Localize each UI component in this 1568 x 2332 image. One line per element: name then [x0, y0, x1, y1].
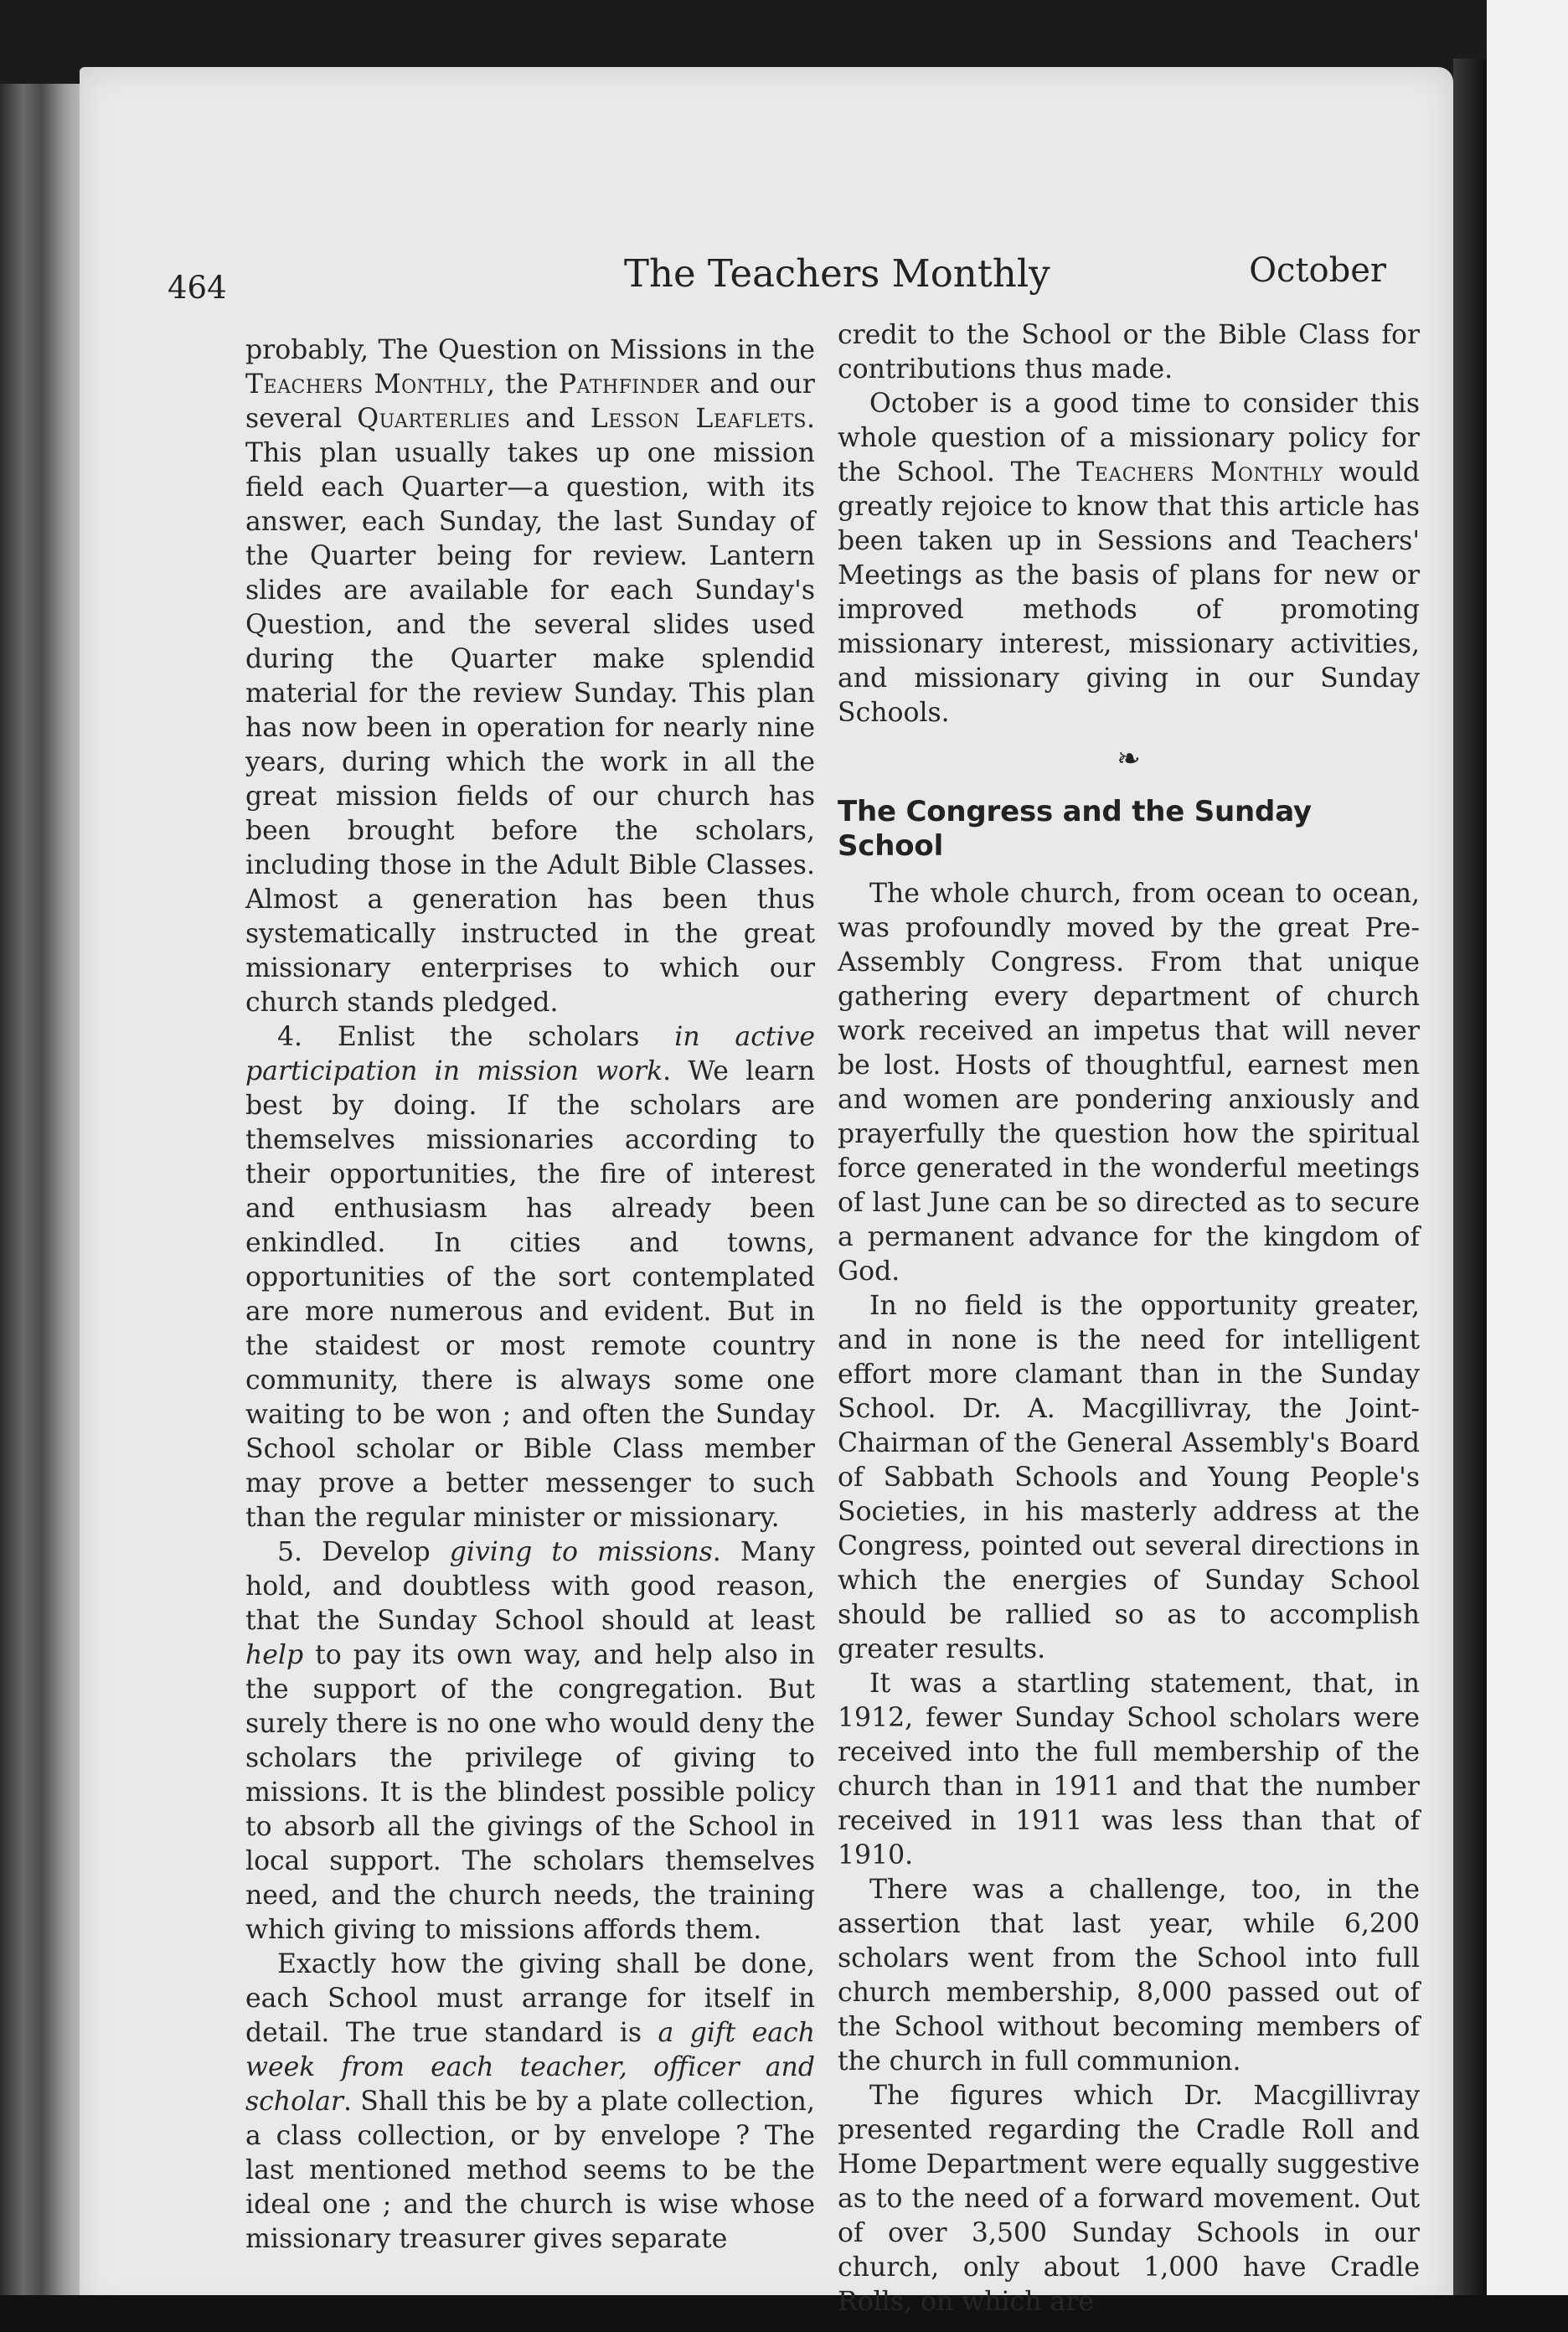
page-number: 464	[168, 270, 227, 306]
header-month: October	[1249, 251, 1386, 290]
book-spine	[0, 84, 92, 2312]
right-column	[838, 318, 1420, 2319]
running-header	[168, 251, 1386, 306]
paragraph: It was a startling statement, that, in 1912, fewer Sunday School scholars were received into the full membership of the church than in 1911 and that the number received in 1911 was less than that of 1910.	[838, 1669, 1420, 1870]
paragraph: October is a good time to consider this whole question of a missionary policy for the School. The Teachers Monthly would greatly rejoice to know that this article has been taken up in Sessions and Teachers' Meetings as the basis of plans for new or improved methods of promoting missionary interest, missionary activities, and missionary giving in our Sunday Schools.	[838, 389, 1421, 728]
paragraph: The whole church, from ocean to ocean, was profoundly moved by the great Pre-Assembly Congress. From that unique gathering every department of church work received an impetus that will never be lost. Hosts of thoughtful, earnest men and women are pondering anxiously and prayerfully the question how the spiritual force generated in the wonderful meetings of last June can be so directed as to secure a permanent advance for the kingdom of God.	[838, 879, 1420, 1287]
leaf-ornament-icon: ❧	[1117, 742, 1141, 776]
paragraph: There was a challenge, too, in the assertion that last year, while 6,200 scholars went from the School into full church membership, 8,000 passed out of the School without becoming members of the church in full communion.	[838, 1875, 1420, 2077]
paragraph: The figures which Dr. Macgillivray presented regarding the Cradle Roll and Home Department were equally suggestive as to the need of a forward movement. Out of over 3,500 Sunday Schools in our church, only about 1,000 have Cradle Rolls, on which are	[838, 2081, 1420, 2317]
paragraph: credit to the School or the Bible Class for contributions thus made.	[838, 320, 1420, 384]
paragraph: 5. Develop giving to missions. Many hold, and doubtless with good reason, that the Sunday School should at least help to pay its own way, and help also in the support of the congregation. But surely there is no one who would deny the scholars the privilege of giving to missions. It is the blindest possible policy to absorb all the givings of the School in local support. The scholars themselves need, and the church needs, the training which giving to missions affords them.	[245, 1537, 815, 1945]
section-title: The Congress and the Sunday School	[838, 795, 1312, 863]
paragraph: Exactly how the giving shall be done, each School must arrange for itself in detail. The true standard is a gift each week from each teacher, officer and scholar. Shall this be by a plate collection, a class collection, or by envelope ? The last mentioned method seems to be the ideal one ; and the church is wise whose missionary treasurer gives separate	[245, 1949, 816, 2254]
adjacent-page-edge	[1487, 0, 1568, 2332]
left-column	[245, 333, 815, 2257]
page-shadow-edge	[1453, 59, 1487, 2312]
paragraph: In no field is the opportunity greater, and in none is the need for intelligent effort more clamant than in the Sunday School. Dr. A. Macgillivray, the Joint-Chairman of the General Assembly's Board of Sabbath Schools and Young People's Societies, in his masterly address at the Congress, pointed out several directions in which the energies of Sunday School should be rallied so as to accomplish greater results.	[838, 1291, 1420, 1664]
running-head-title: The Teachers Monthly	[624, 251, 1050, 296]
paragraph: 4. Enlist the scholars in active participation in mission work. We learn best by doing. If the scholars are themselves missionaries according to their opportunities, the fire of interest and enthusiasm has already been enkindled. In cities and towns, opportunities of the sort contemplated are more numerous and evident. But in the staidest or most remote country community, there is always some one waiting to be won ; and often the Sunday School scholar or Bible Class member may prove a better messenger to such than the regular minister or missionary.	[245, 1022, 816, 1533]
paragraph: probably, The Question on Missions in the Teachers Monthly, the Pathfinder and our several Quarterlies and Lesson Leaflets. This plan usually takes up one mission field each Quarter—a question, with its answer, each Sunday, the last Sunday of the Quarter being for review. Lantern slides are available for each Sunday's Question, and the several slides used during the Quarter make splendid material for the review Sunday. This plan has now been in operation for nearly nine years, during which the work in all the great mission fields of our church has been brought before the scholars, including those in the Adult Bible Classes. Almost a generation has been thus systematically instructed in the great missionary enterprises to which our church stands pledged.	[245, 335, 815, 1018]
